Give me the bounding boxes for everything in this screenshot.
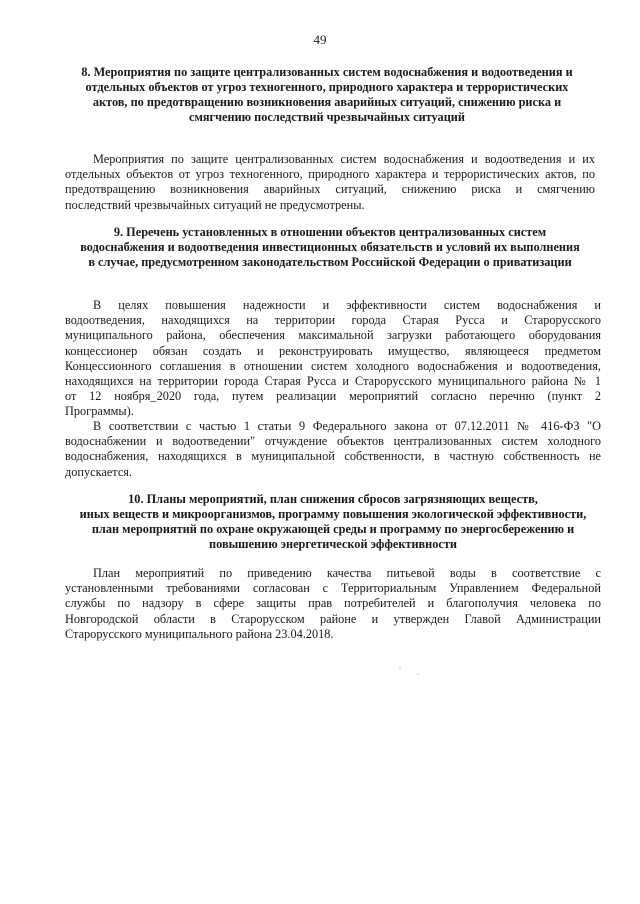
- heading-line: план мероприятий по охране окружающей среды и программу по энергосбережению и: [91, 522, 575, 536]
- paragraph-line: последствий чрезвычайных ситуаций не предусмотрены.: [65, 197, 365, 212]
- paragraph-line: предотвращению возникновения аварийных ситуаций, снижению риска и смягчению: [65, 182, 595, 197]
- paragraph-line: водоотведения, находящихся на территории города Старая Русса и Старорусского: [65, 313, 601, 328]
- paragraph-line: В целях повышения надежности и эффективности систем водоснабжения и: [93, 298, 601, 312]
- page-number: 49: [313, 32, 327, 47]
- paragraph-line: от 12 ноября_2020 года, путем реализации мероприятий согласно перечню (пункт 2: [65, 389, 601, 404]
- section-9-paragraph-1: [65, 298, 601, 420]
- paragraph-line: Новгородской области в Старорусском районе и утвержден Главой Администрации: [65, 611, 601, 626]
- paragraph-line: водоснабжении и водоотведении" отчуждение объектов централизованных систем холодного: [65, 434, 601, 449]
- section-9-heading: [65, 225, 595, 270]
- heading-line: иных веществ и микроорганизмов, программу повышения экологической эффективности,: [79, 507, 587, 521]
- scan-artifact: [380, 660, 440, 700]
- heading-line: 8. Мероприятия по защите централизованных систем водоснабжения и водоотведения и: [81, 65, 573, 79]
- paragraph-line: Старорусского муниципального района 23.04.2018.: [65, 626, 334, 641]
- heading-line: 10. Планы мероприятий, план снижения сбросов загрязняющих веществ,: [128, 492, 538, 506]
- paragraph-line: В соответствии с частью 1 статьи 9 Федерального закона от 07.12.2011 № 416-ФЗ "О: [93, 419, 601, 433]
- section-8-paragraph: [65, 152, 595, 213]
- heading-line: актов, по предотвращению возникновения аварийных ситуаций, снижению риска и: [92, 95, 562, 109]
- paragraph-line: отдельных объектов от угроз техногенного, природного характера и террористических актов, по: [65, 167, 595, 182]
- paragraph-line: находящихся на территории города Старая Русса и Старорусского муниципального района № 1: [65, 374, 601, 389]
- paragraph-line: концессионер обязан создать и реконструировать имущество, являющееся предметом: [65, 343, 601, 358]
- paragraph-line: допускается.: [65, 464, 133, 479]
- heading-line: в случае, предусмотренном законодательством Российской Федерации о приватизации: [88, 255, 572, 269]
- section-10-heading: [65, 492, 601, 552]
- paragraph-line: водоснабжения, находящихся в муниципальной собственности, в частную собственность не: [65, 449, 601, 464]
- section-8-heading: [62, 65, 592, 125]
- heading-line: водоснабжения и водоотведения инвестиционных обязательств и условий их выполнения: [80, 240, 580, 254]
- section-10-paragraph: [65, 566, 601, 642]
- section-9-paragraph-2: [65, 419, 601, 480]
- paragraph-line: муниципального района, обеспечения максимальной загрузки работающего оборудования: [65, 328, 601, 343]
- heading-line: отдельных объектов от угроз техногенного, природного характера и террористических: [85, 80, 569, 94]
- paragraph-line: Программы).: [65, 404, 134, 419]
- heading-line: повышению энергетической эффективности: [209, 537, 457, 551]
- paragraph-line: План мероприятий по приведению качества питьевой воды в соответствие с: [93, 566, 601, 580]
- paragraph-line: Концессионного соглашения в отношении систем холодного водоснабжения и водоотведения,: [65, 358, 601, 373]
- heading-line: 9. Перечень установленных в отношении объектов централизованных систем: [113, 225, 547, 239]
- paragraph-line: службы по надзору в сфере защиты прав потребителей и благополучия человека по: [65, 596, 601, 611]
- paragraph-line: установленными требованиями согласован с Территориальным Управлением Федеральной: [65, 581, 601, 596]
- heading-line: смягчению последствий чрезвычайных ситуаций: [189, 110, 465, 124]
- paragraph-line: Мероприятия по защите централизованных систем водоснабжения и водоотведения и их: [93, 152, 595, 166]
